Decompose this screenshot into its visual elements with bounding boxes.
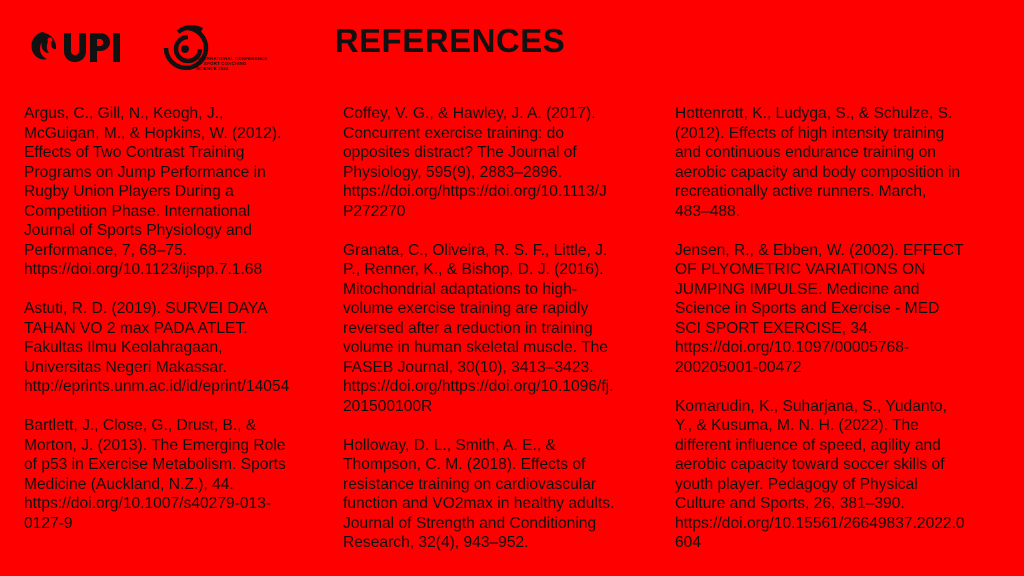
reference-line: https://doi.org/https://doi.org/10.1113/J	[343, 183, 607, 200]
reference-line: Bartlett, J., Close, G., Drust, B., &	[24, 417, 257, 434]
reference-line: Performance, 7, 68–75.	[24, 241, 187, 259]
reference-line: https://doi.org/10.1097/00005768-	[675, 339, 910, 356]
reference-line: Morton, J. (2013). The Emerging Role	[24, 436, 286, 454]
reference-line: http://eprints.unm.ac.id/id/eprint/14054	[24, 378, 290, 395]
reference-entry	[24, 299, 339, 397]
reference-line: P., Renner, K., & Bishop, D. J. (2016).	[343, 261, 604, 278]
reference-entry	[343, 241, 658, 417]
reference-line: FASEB Journal, 30(10), 3413–3423.	[343, 358, 594, 376]
reference-line: Physiology, 595(9), 2883–2896.	[343, 163, 563, 181]
reference-entry	[343, 436, 658, 553]
reference-line: 200205001-00472	[675, 358, 802, 376]
reference-line: Fakultas Ilmu Keolahragaan,	[24, 339, 223, 356]
reference-line: Programs on Jump Performance in	[24, 163, 266, 181]
reference-line: Science in Sports and Exercise - MED	[675, 300, 940, 317]
reference-line: different influence of speed, agility and	[675, 436, 941, 454]
reference-line: Mitochondrial adaptations to high-	[343, 280, 578, 298]
reference-line: McGuigan, M., & Hopkins, W. (2012).	[24, 124, 282, 142]
reference-line: youth player. Pedagogy of Physical	[675, 475, 918, 493]
reference-line: Competition Phase. International	[24, 202, 251, 220]
page-title: REFERENCES	[334, 22, 566, 59]
reference-entry	[675, 397, 1015, 553]
reference-line: Thompson, C. M. (2018). Effects of	[343, 456, 586, 473]
reference-entry	[675, 104, 1015, 221]
reference-line: https://doi.org/10.15561/26649837.2022.0	[675, 514, 965, 532]
reference-line: OF PLYOMETRIC VARIATIONS ON	[675, 261, 926, 278]
reference-line: Holloway, D. L., Smith, A. E., &	[343, 436, 556, 454]
reference-line: P272270	[343, 202, 406, 220]
reference-entry	[24, 104, 339, 280]
reference-line: reversed after a reduction in training	[343, 319, 593, 337]
reference-line: aerobic capacity toward soccer skills of	[675, 456, 945, 473]
reference-entry	[675, 241, 1015, 378]
reference-line: Culture and Sports, 26, 381–390.	[675, 495, 905, 512]
reference-line: https://doi.org/10.1007/s40279-013-	[24, 495, 272, 512]
reference-line: Hottenrott, K., Ludyga, S., & Schulze, S.	[675, 105, 953, 122]
reference-line: Medicine (Auckland, N.Z.), 44.	[24, 475, 234, 493]
reference-line: https://doi.org/https://doi.org/10.1096/fj.	[343, 378, 614, 395]
reference-line: Y., & Kusuma, M. N. H. (2022). The	[675, 417, 919, 434]
reference-line: Rugby Union Players During a	[24, 183, 234, 200]
reference-column-2	[343, 104, 658, 572]
reference-line: SCI SPORT EXERCISE, 34.	[675, 319, 873, 337]
reference-line: Komarudin, K., Suharjana, S., Yudanto,	[675, 397, 947, 415]
reference-line: Journal of Sports Physiology and	[24, 222, 252, 239]
reference-line: volume exercise training are rapidly	[343, 300, 589, 317]
reference-line: opposites distract? The Journal of	[343, 144, 577, 161]
reference-line: function and VO2max in healthy adults.	[343, 495, 615, 512]
reference-entry	[343, 104, 658, 221]
reference-line: 201500100R	[343, 397, 433, 415]
reference-line: TAHAN VO 2 max PADA ATLET.	[24, 319, 248, 337]
reference-line: https://doi.org/10.1123/ijspp.7.1.68	[24, 261, 263, 278]
reference-line: 483–488.	[675, 202, 741, 220]
reference-line: (2012). Effects of high intensity training	[675, 124, 945, 142]
reference-line: resistance training on cardiovascular	[343, 475, 597, 493]
reference-line: volume in human skeletal muscle. The	[343, 339, 608, 356]
reference-line: Universitas Negeri Makassar.	[24, 358, 227, 376]
reference-line: Research, 32(4), 943–952.	[343, 534, 529, 551]
reference-line: aerobic capacity and body composition in	[675, 163, 961, 181]
reference-column-3	[675, 104, 1015, 572]
reference-line: Concurrent exercise training: do	[343, 124, 565, 142]
conference-name: INTERNATIONAL CONFERENCE OF SPORT COACHING SCIENCE 2024	[196, 56, 268, 71]
reference-line: recreationally active runners. March,	[675, 183, 927, 200]
reference-column-1	[24, 104, 339, 553]
reference-line: Coffey, V. G., & Hawley, J. A. (2017).	[343, 105, 596, 122]
reference-line: Effects of Two Contrast Training	[24, 144, 245, 161]
reference-line: Journal of Strength and Conditioning	[343, 514, 597, 532]
reference-line: Granata, C., Oliveira, R. S. F., Little, J.	[343, 241, 608, 259]
reference-line: of p53 in Exercise Metabolism. Sports	[24, 456, 286, 473]
reference-line: 604	[675, 534, 702, 551]
reference-entry	[24, 416, 339, 533]
reference-line: Argus, C., Gill, N., Keogh, J.,	[24, 105, 224, 122]
reference-line: Jensen, R., & Ebben, W. (2002). EFFECT	[675, 241, 964, 259]
reference-line: Astuti, R. D. (2019). SURVEI DAYA	[24, 300, 268, 317]
reference-line: 0127-9	[24, 514, 73, 532]
reference-line: JUMPING IMPULSE. Medicine and	[675, 280, 920, 298]
reference-line: and continuous endurance training on	[675, 144, 936, 161]
